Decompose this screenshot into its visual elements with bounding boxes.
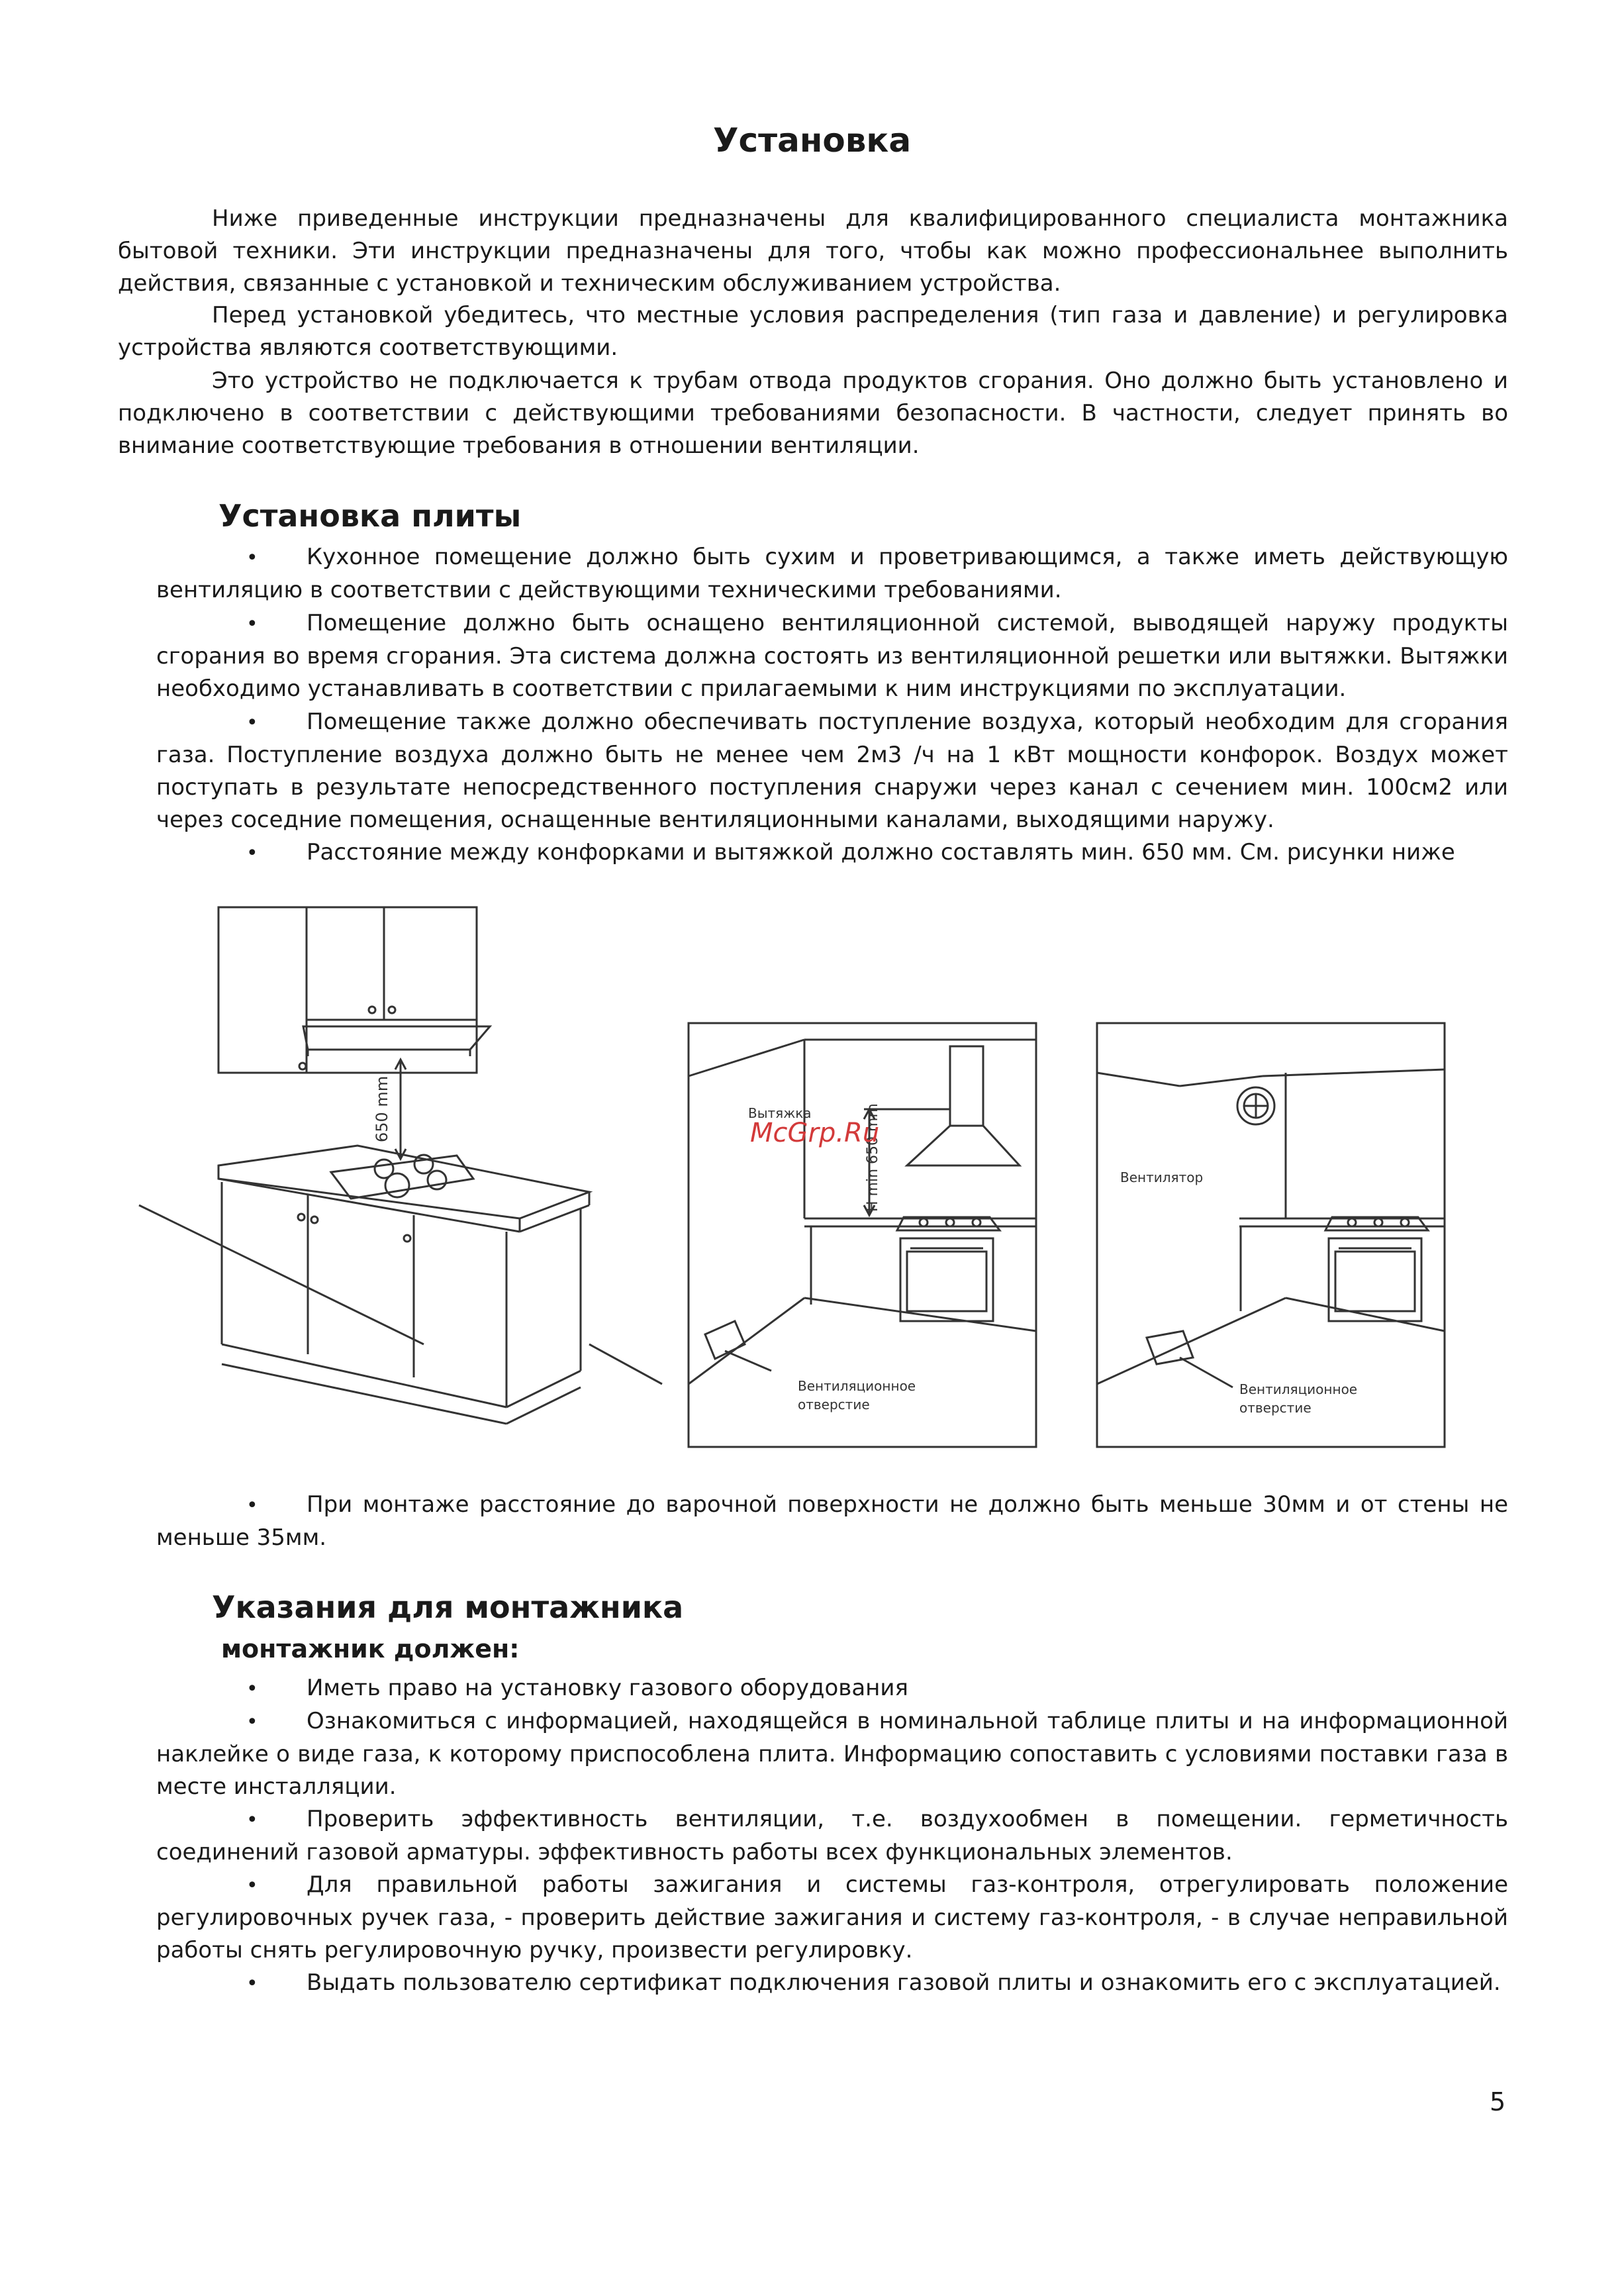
list-item: • Помещение также должно обеспечивать поступление воздуха, который необходим для сгорания газа. Поступление воздуха должно быть не менее чем 2м3 /ч на 1 кВт мощности конфорок. Воздух может поступать в результате непосредственного поступления снаружи через канал с сечением мин. 100см2 или через соседние помещения, оснащенные вентиляционными каналами, выходящими наружу.	[156, 709, 1508, 833]
page-title: Установка	[712, 121, 912, 160]
list-item: • Для правильной работы зажигания и системы газ-контроля, отрегулировать положение регулировочных ручек газа, - проверить действие зажигания и систему газ-контроля, - в случае неправильной работы снять регулировочную ручку, произвести регулировку.	[156, 1871, 1508, 1963]
list-item: • Ознакомиться с информацией, находящейся в номинальной таблице плиты и на информационной наклейке о виде газа, к которому приспособлена плита. Информацию сопоставить с условиями поставки газа в месте инсталляции.	[156, 1708, 1508, 1800]
section-heading-installer-instructions: Указания для монтажника	[212, 1589, 684, 1625]
vent-opening-label-line1: Вентиляционное	[798, 1378, 916, 1394]
intro-paragraph-1: Ниже приведенные инструкции предназначены для квалифицированного специалиста монтажника бытовой техники. Эти инструкции предназначены для того, чтобы как можно профессиональнее выполнить действия, связанные с установкой и техническим обслуживанием устройства.	[118, 205, 1508, 297]
hood-room-figure	[685, 1020, 1039, 1450]
list-item: • Выдать пользователю сертификат подключения газовой плиты и ознакомить его с эксплуатацией.	[246, 1969, 1501, 1996]
page-number: 5	[1490, 2087, 1506, 2116]
vent-opening-label-line1: Вентиляционное	[1239, 1381, 1358, 1397]
list-item: • Помещение должно быть оснащено вентиляционной системой, выводящей наружу продукты сгорания во время сгорания. Эта система должна состоять из вентиляционной решетки или вытяжки. Вытяжки необходимо устанавливать в соответствии с прилагаемыми к ним инструкциями по эксплуатации.	[156, 610, 1508, 702]
hood-label: Вытяжка	[748, 1105, 812, 1121]
intro-paragraph-3: Это устройство не подключается к трубам отвода продуктов сгорания. Оно должно быть установлено и подключено в соответствии с действующими требованиями безопасности. В частности, следует принять во внимание соответствующие требования в отношении вентиляции.	[118, 368, 1508, 459]
list-item: • Расстояние между конфорками и вытяжкой должно составлять мин. 650 мм. См. рисунки ниже	[246, 839, 1455, 866]
dimension-label-h-min-650: H min 650 mm	[865, 1103, 881, 1212]
list-item: • Кухонное помещение должно быть сухим и проветривающимся, а также иметь действующую вентиляцию в соответствии с действующими техническими требованиями.	[156, 544, 1508, 603]
fan-room-figure	[1094, 1020, 1448, 1450]
list-item: • Иметь право на установку газового оборудования	[246, 1675, 908, 1701]
list-item: • При монтаже расстояние до варочной поверхности не должно быть меньше 30мм и от стены не меньше 35мм.	[156, 1491, 1508, 1551]
fan-label: Вентилятор	[1120, 1169, 1204, 1185]
intro-paragraph-2: Перед установкой убедитесь, что местные условия распределения (тип газа и давление) и регулировка устройства являются соответствующими.	[118, 302, 1508, 361]
watermark: McGrp.Ru	[750, 1118, 880, 1148]
section-heading-stove-installation: Установка плиты	[218, 498, 522, 534]
kitchen-counter-figure	[132, 887, 675, 1470]
dimension-label-650: 650 mm	[373, 1075, 391, 1142]
subheading-installer-must: монтажник должен:	[221, 1634, 520, 1663]
vent-opening-label-line2: отверстие	[798, 1397, 870, 1412]
list-item: • Проверить эффективность вентиляции, т.е. воздухообмен в помещении. герметичность соединений газовой арматуры. эффективность работы всех функциональных элементов.	[156, 1806, 1508, 1865]
vent-opening-label-line2: отверстие	[1239, 1400, 1312, 1416]
